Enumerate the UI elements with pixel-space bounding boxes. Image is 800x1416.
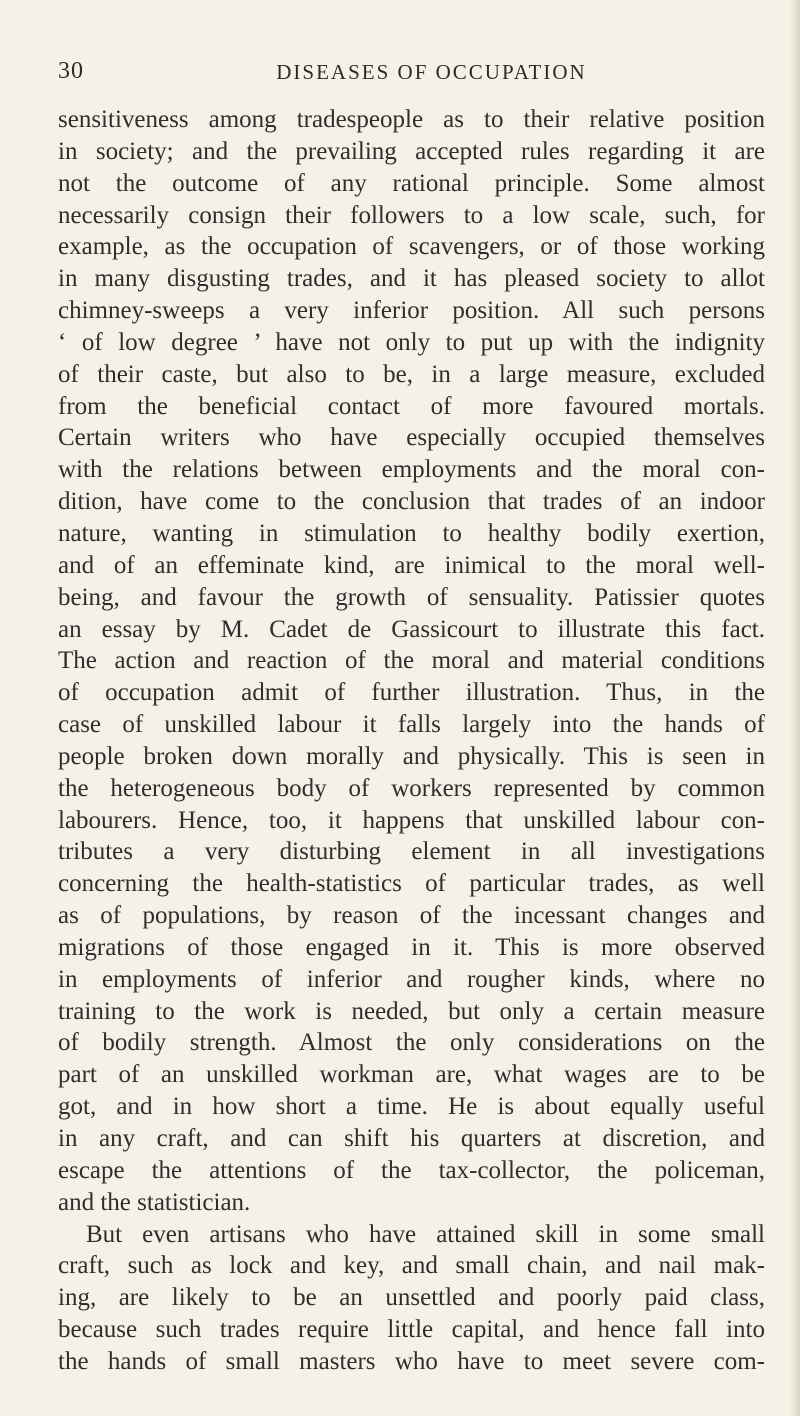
text-line: tributes a very disturbing element in all investigations (58, 838, 765, 866)
text-line: training to the work is needed, but only a certain measure (58, 997, 765, 1025)
text-line: from the beneficial contact of more favoured mortals. (58, 392, 765, 420)
page-edge-shadow (790, 0, 800, 1416)
text-line: the hands of small masters who have to meet severe com- (58, 1347, 765, 1375)
text-line: case of unskilled labour it falls largely into the hands of (58, 711, 765, 739)
text-line: in society; and the prevailing accepted rules regarding it are (58, 137, 765, 165)
page-number: 30 (58, 58, 84, 84)
text-line: and the statistician. (58, 1188, 251, 1216)
text-line: example, as the occupation of scavengers, or of those working (58, 233, 765, 261)
text-line: concerning the health-statistics of particular trades, as well (58, 870, 765, 898)
text-line: an essay by M. Cadet de Gassicourt to illustrate this fact. (58, 615, 765, 643)
text-line: chimney-sweeps a very inferior position. All such persons (58, 297, 765, 325)
text-line: Certain writers who have especially occupied themselves (58, 424, 765, 452)
text-line: ing, are likely to be an unsettled and poorly paid class, (58, 1284, 765, 1312)
running-head (58, 58, 765, 88)
text-line: as of populations, by reason of the incessant changes and (58, 902, 765, 930)
text-line: in employments of inferior and rougher kinds, where no (58, 965, 765, 993)
text-line: the heterogeneous body of workers represented by common (58, 774, 765, 802)
text-line: with the relations between employments and the moral con- (58, 456, 765, 484)
text-line: of occupation admit of further illustration. Thus, in the (58, 679, 765, 707)
text-line: not the outcome of any rational principle. Some almost (58, 169, 765, 197)
text-line: in many disgusting trades, and it has pleased society to allot (58, 265, 765, 293)
text-line: of their caste, but also to be, in a large measure, excluded (58, 360, 765, 388)
body-text (58, 104, 765, 1378)
text-line: craft, such as lock and key, and small chain, and nail mak- (58, 1252, 765, 1280)
text-line: dition, have come to the conclusion that trades of an indoor (58, 488, 765, 516)
text-line: being, and favour the growth of sensuality. Patissier quotes (58, 583, 765, 611)
text-line: labourers. Hence, too, it happens that unskilled labour con- (58, 806, 765, 834)
text-line: The action and reaction of the moral and material conditions (58, 647, 765, 675)
text-line: necessarily consign their followers to a low scale, such, for (58, 201, 765, 229)
text-line: But even artisans who have attained skill in some small (86, 1220, 765, 1248)
text-line: part of an unskilled workman are, what wages are to be (58, 1061, 765, 1089)
text-line: nature, wanting in stimulation to healthy bodily exertion, (58, 519, 765, 547)
text-line: escape the attentions of the tax-collector, the policeman, (58, 1156, 765, 1184)
text-line: sensitiveness among tradespeople as to their relative position (58, 106, 765, 133)
text-line: because such trades require little capital, and hence fall into (58, 1316, 765, 1344)
text-line: and of an effeminate kind, are inimical to the moral well- (58, 551, 765, 579)
running-title: DISEASES OF OCCUPATION (276, 60, 587, 84)
text-line: of bodily strength. Almost the only considerations on the (58, 1029, 765, 1057)
text-line: got, and in how short a time. He is about equally useful (58, 1093, 765, 1121)
text-line: migrations of those engaged in it. This is more observed (58, 933, 765, 961)
text-line: in any craft, and can shift his quarters at discretion, and (58, 1125, 765, 1152)
text-line: people broken down morally and physically. This is seen in (58, 742, 765, 770)
text-line: ‘ of low degree ’ have not only to put up with the indignity (58, 328, 765, 356)
